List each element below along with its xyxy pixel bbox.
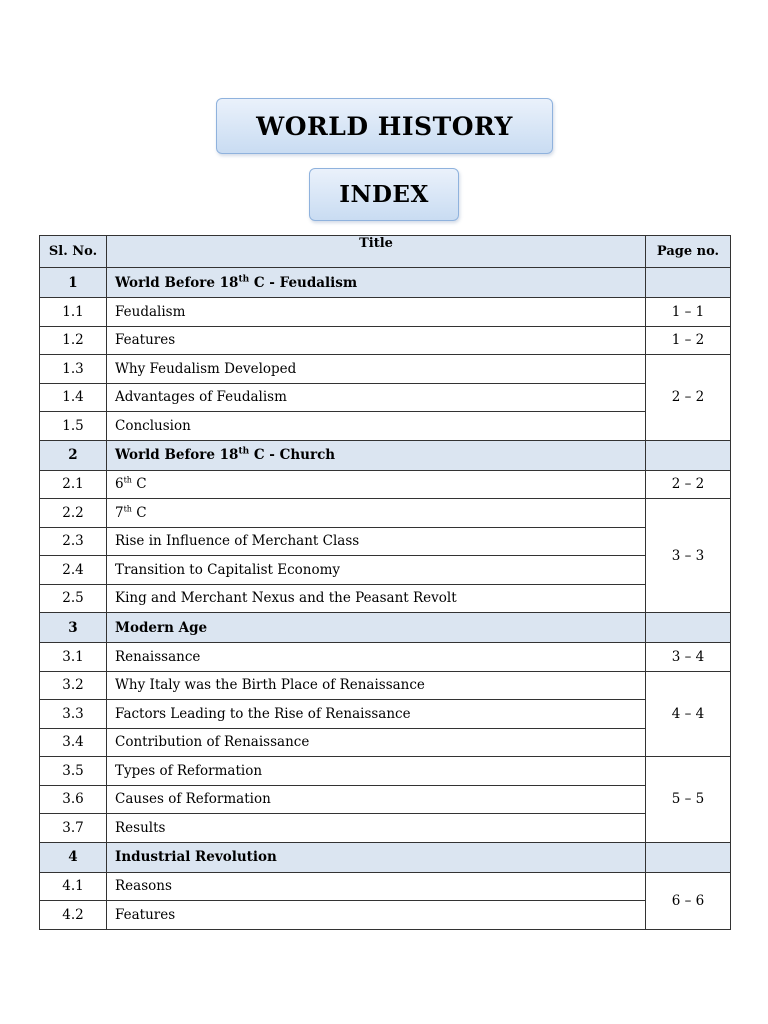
item-number: 2.3 xyxy=(40,527,107,556)
section-row xyxy=(40,613,731,643)
item-title: 6th C xyxy=(107,470,646,499)
item-number: 3.1 xyxy=(40,643,107,672)
item-number: 4.1 xyxy=(40,872,107,901)
section-number: 4 xyxy=(40,842,107,872)
section-row xyxy=(40,440,731,470)
document-title-banner xyxy=(216,98,553,154)
index-heading-banner xyxy=(309,168,459,221)
table-row xyxy=(40,412,731,441)
item-title: Factors Leading to the Rise of Renaissance xyxy=(107,700,646,729)
header-sl-no: Sl. No. xyxy=(40,236,107,268)
item-title: Renaissance xyxy=(107,643,646,672)
page-range: 1 – 1 xyxy=(646,298,731,327)
item-title: Causes of Reformation xyxy=(107,785,646,814)
section-title: World Before 18th C - Church xyxy=(107,440,646,470)
item-title: 7th C xyxy=(107,499,646,528)
page-range: 5 – 5 xyxy=(646,757,731,843)
section-page xyxy=(646,440,731,470)
item-number: 4.2 xyxy=(40,901,107,930)
item-number: 3.2 xyxy=(40,671,107,700)
item-title: Advantages of Feudalism xyxy=(107,383,646,412)
header-title: Title xyxy=(107,236,646,268)
table-row xyxy=(40,326,731,355)
page-range: 1 – 2 xyxy=(646,326,731,355)
item-number: 2.2 xyxy=(40,499,107,528)
table-row xyxy=(40,814,731,843)
item-title: Types of Reformation xyxy=(107,757,646,786)
table-row xyxy=(40,383,731,412)
index-heading: INDEX xyxy=(339,181,429,208)
table-row xyxy=(40,527,731,556)
item-number: 3.5 xyxy=(40,757,107,786)
item-number: 2.1 xyxy=(40,470,107,499)
item-number: 3.4 xyxy=(40,728,107,757)
item-title: Results xyxy=(107,814,646,843)
item-number: 1.5 xyxy=(40,412,107,441)
item-title: Features xyxy=(107,326,646,355)
item-title: Rise in Influence of Merchant Class xyxy=(107,527,646,556)
item-title: Transition to Capitalist Economy xyxy=(107,556,646,585)
item-title: Conclusion xyxy=(107,412,646,441)
table-row xyxy=(40,584,731,613)
section-title: Modern Age xyxy=(107,613,646,643)
page-range: 6 – 6 xyxy=(646,872,731,929)
item-number: 1.3 xyxy=(40,355,107,384)
page-range: 3 – 3 xyxy=(646,499,731,613)
document-title: WORLD HISTORY xyxy=(256,111,513,141)
item-number: 3.3 xyxy=(40,700,107,729)
table-header-row xyxy=(40,236,731,268)
table-row xyxy=(40,355,731,384)
section-title: World Before 18th C - Feudalism xyxy=(107,268,646,298)
page-range: 4 – 4 xyxy=(646,671,731,757)
table-row xyxy=(40,556,731,585)
item-number: 3.7 xyxy=(40,814,107,843)
index-table xyxy=(39,235,731,930)
section-number: 3 xyxy=(40,613,107,643)
item-title: Features xyxy=(107,901,646,930)
section-number: 2 xyxy=(40,440,107,470)
table-row xyxy=(40,499,731,528)
table-row xyxy=(40,643,731,672)
table-row xyxy=(40,757,731,786)
item-title: Feudalism xyxy=(107,298,646,327)
header-page-no: Page no. xyxy=(646,236,731,268)
item-title: Reasons xyxy=(107,872,646,901)
table-row xyxy=(40,872,731,901)
table-row xyxy=(40,785,731,814)
item-title: Why Feudalism Developed xyxy=(107,355,646,384)
section-row xyxy=(40,268,731,298)
section-title: Industrial Revolution xyxy=(107,842,646,872)
item-number: 1.2 xyxy=(40,326,107,355)
item-title: Contribution of Renaissance xyxy=(107,728,646,757)
item-number: 1.4 xyxy=(40,383,107,412)
table-row xyxy=(40,470,731,499)
table-row xyxy=(40,671,731,700)
item-number: 1.1 xyxy=(40,298,107,327)
item-title: Why Italy was the Birth Place of Renaissance xyxy=(107,671,646,700)
page-range: 2 – 2 xyxy=(646,355,731,441)
item-number: 3.6 xyxy=(40,785,107,814)
table-row xyxy=(40,700,731,729)
page-range: 3 – 4 xyxy=(646,643,731,672)
table-row xyxy=(40,901,731,930)
page-range: 2 – 2 xyxy=(646,470,731,499)
section-number: 1 xyxy=(40,268,107,298)
item-number: 2.5 xyxy=(40,584,107,613)
section-page xyxy=(646,613,731,643)
item-number: 2.4 xyxy=(40,556,107,585)
table-row xyxy=(40,298,731,327)
section-row xyxy=(40,842,731,872)
table-row xyxy=(40,728,731,757)
section-page xyxy=(646,842,731,872)
section-page xyxy=(646,268,731,298)
item-title: King and Merchant Nexus and the Peasant Revolt xyxy=(107,584,646,613)
